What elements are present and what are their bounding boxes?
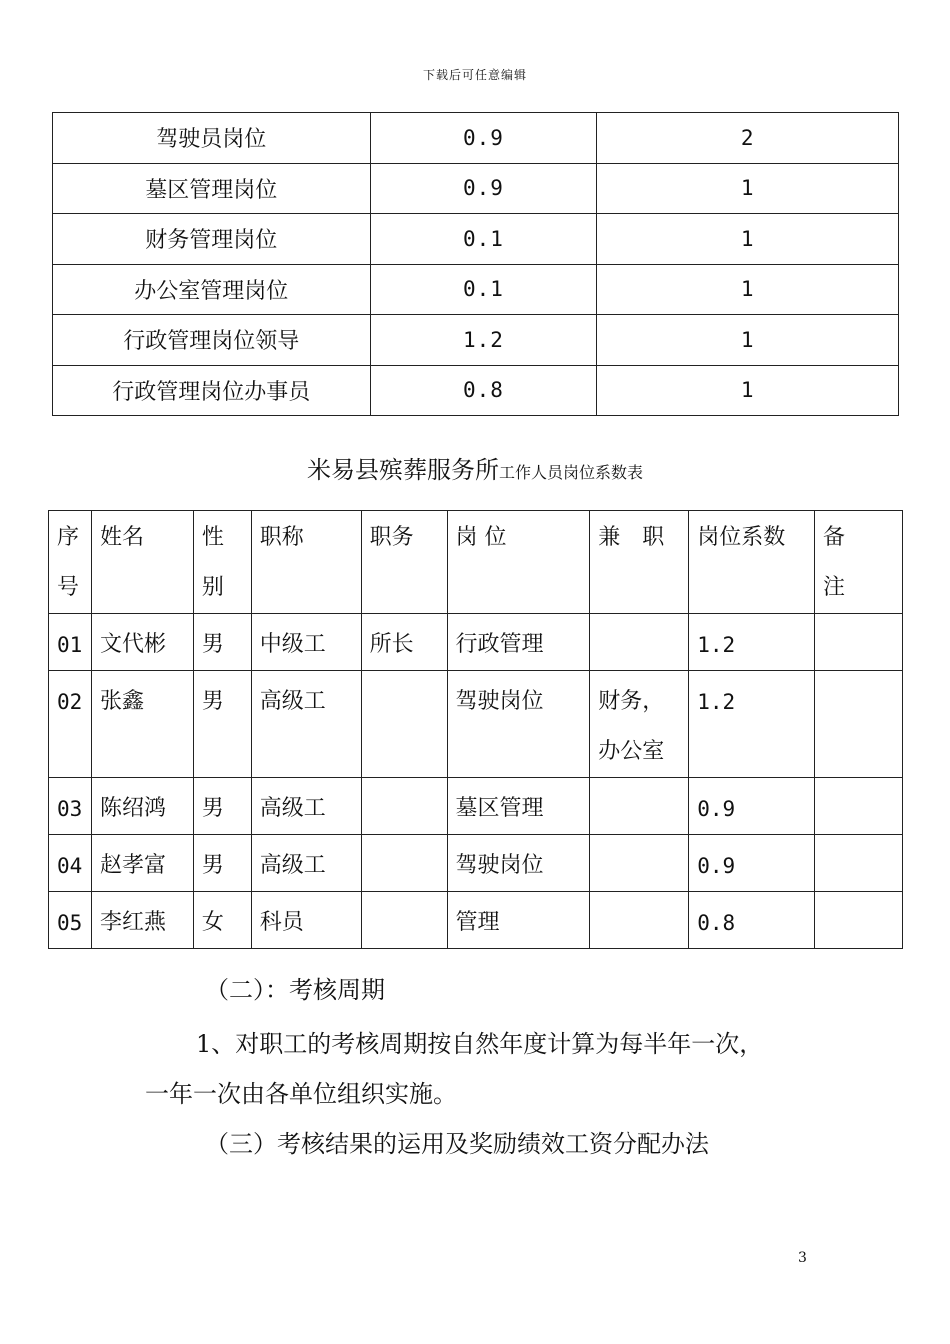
remark-cell — [815, 614, 903, 671]
gender-cell: 男 — [193, 778, 251, 835]
post-name-cell: 墓区管理岗位 — [53, 163, 371, 214]
coefficient-cell: 0.1 — [370, 214, 597, 265]
table-row — [53, 214, 899, 265]
seq-cell: 04 — [49, 835, 92, 892]
section-2-heading: （二）：考核周期 — [205, 976, 385, 1004]
concurrent-line: 办公室 — [598, 739, 665, 764]
seq-cell: 05 — [49, 892, 92, 949]
post-name-cell: 驾驶员岗位 — [53, 113, 371, 164]
post-cell: 驾驶岗位 — [447, 671, 590, 778]
coefficient-cell: 0.9 — [370, 163, 597, 214]
page-number: 3 — [798, 1250, 807, 1266]
concurrent-cell — [590, 614, 689, 671]
table-row — [53, 315, 899, 366]
post-name-cell: 行政管理岗位领导 — [53, 315, 371, 366]
table-row — [53, 365, 899, 416]
count-cell: 2 — [597, 113, 899, 164]
table-row — [49, 614, 903, 671]
count-cell: 1 — [597, 315, 899, 366]
remark-cell — [815, 778, 903, 835]
header-name: 姓名 — [91, 511, 193, 614]
coefficient-cell: 1.2 — [370, 315, 597, 366]
title-cell: 高级工 — [251, 671, 361, 778]
gender-cell: 男 — [193, 671, 251, 778]
post-cell: 管理 — [447, 892, 590, 949]
coef-cell: 0.8 — [689, 892, 815, 949]
post-cell: 驾驶岗位 — [447, 835, 590, 892]
name-cell: 赵孝富 — [91, 835, 193, 892]
duty-cell: 所长 — [361, 614, 447, 671]
duty-cell — [361, 892, 447, 949]
post-cell: 墓区管理 — [447, 778, 590, 835]
header-seq: 序 号 — [49, 511, 92, 614]
header-coefficient: 岗位系数 — [689, 511, 815, 614]
concurrent-cell — [590, 671, 689, 778]
paragraph-1-line-1: 1、对职工的考核周期按自然年度计算为每半年一次， — [196, 1030, 764, 1058]
header-remark: 备 注 — [815, 511, 903, 614]
name-cell: 文代彬 — [91, 614, 193, 671]
post-cell: 行政管理 — [447, 614, 590, 671]
concurrent-cell — [590, 835, 689, 892]
header-concurrent: 兼 职 — [590, 511, 689, 614]
post-name-cell: 办公室管理岗位 — [53, 264, 371, 315]
title-cell: 高级工 — [251, 778, 361, 835]
staff-table-title-main: 米易县殡葬服务所 — [306, 456, 499, 484]
header-duty: 职务 — [361, 511, 447, 614]
post-name-cell: 行政管理岗位办事员 — [53, 365, 371, 416]
header-title: 职称 — [251, 511, 361, 614]
table-row — [49, 671, 903, 778]
duty-cell — [361, 671, 447, 778]
seq-cell: 03 — [49, 778, 92, 835]
header-post: 岗 位 — [447, 511, 590, 614]
section-3-heading: （三）考核结果的运用及奖励绩效工资分配办法 — [205, 1130, 709, 1158]
paragraph-1-line-2: 一年一次由各单位组织实施。 — [145, 1080, 457, 1108]
table-row — [49, 778, 903, 835]
staff-table-title — [0, 450, 950, 485]
title-cell: 中级工 — [251, 614, 361, 671]
concurrent-cell — [590, 778, 689, 835]
remark-cell — [815, 671, 903, 778]
post-count-table — [52, 112, 899, 416]
duty-cell — [361, 835, 447, 892]
coef-cell: 0.9 — [689, 778, 815, 835]
table-row — [53, 264, 899, 315]
table-row — [53, 163, 899, 214]
table-row — [49, 892, 903, 949]
duty-cell — [361, 778, 447, 835]
coefficient-cell: 0.8 — [370, 365, 597, 416]
concurrent-line: 财务， — [598, 689, 665, 714]
staff-table-title-sub: 工作人员岗位系数表 — [498, 463, 643, 482]
name-cell: 张鑫 — [91, 671, 193, 778]
name-cell: 李红燕 — [91, 892, 193, 949]
coef-cell: 0.9 — [689, 835, 815, 892]
title-cell: 科员 — [251, 892, 361, 949]
count-cell: 1 — [597, 365, 899, 416]
post-name-cell: 财务管理岗位 — [53, 214, 371, 265]
seq-cell: 01 — [49, 614, 92, 671]
coef-cell: 1.2 — [689, 614, 815, 671]
table-header-row — [49, 511, 903, 614]
count-cell: 1 — [597, 264, 899, 315]
gender-cell: 女 — [193, 892, 251, 949]
header-gender: 性 别 — [193, 511, 251, 614]
table-row — [53, 113, 899, 164]
table-row — [49, 835, 903, 892]
coefficient-cell: 0.9 — [370, 113, 597, 164]
concurrent-cell — [590, 892, 689, 949]
coefficient-cell: 0.1 — [370, 264, 597, 315]
title-cell: 高级工 — [251, 835, 361, 892]
page-header-note: 下载后可任意编辑 — [422, 68, 527, 82]
remark-cell — [815, 835, 903, 892]
count-cell: 1 — [597, 214, 899, 265]
gender-cell: 男 — [193, 614, 251, 671]
seq-cell: 02 — [49, 671, 92, 778]
gender-cell: 男 — [193, 835, 251, 892]
coef-cell: 1.2 — [689, 671, 815, 778]
count-cell: 1 — [597, 163, 899, 214]
remark-cell — [815, 892, 903, 949]
name-cell: 陈绍鸿 — [91, 778, 193, 835]
staff-coefficient-table — [48, 510, 903, 949]
